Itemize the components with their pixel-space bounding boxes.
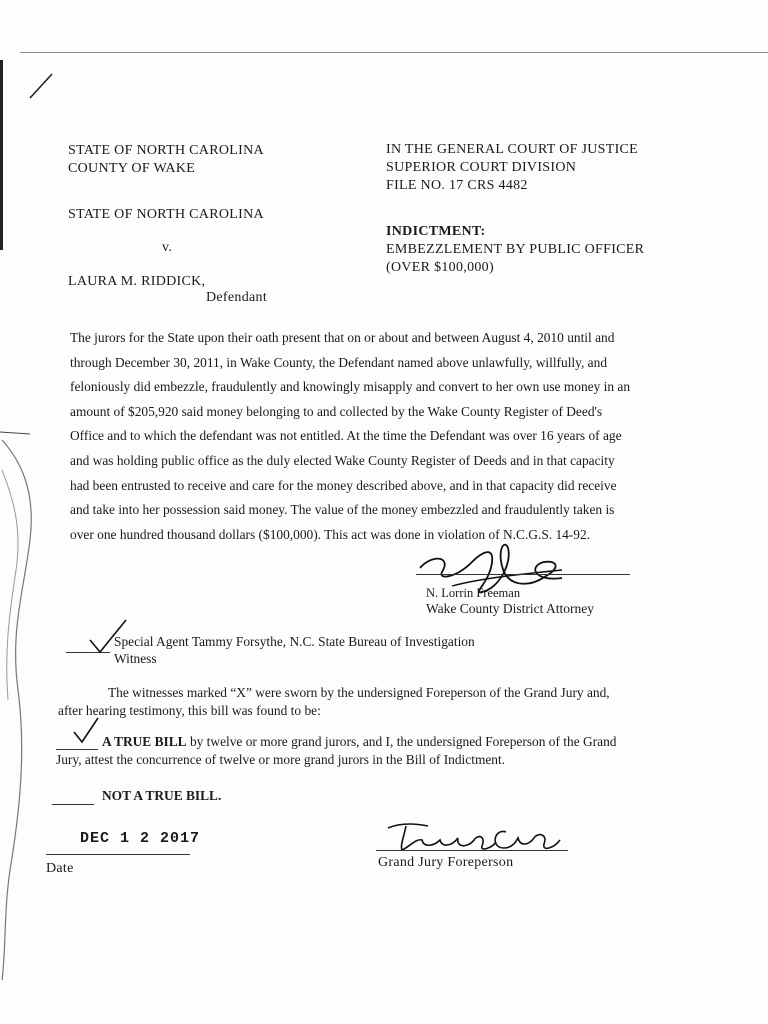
foreperson-signature-line: [376, 850, 568, 851]
true-bill-label: A TRUE BILL: [102, 734, 187, 749]
header-county: COUNTY OF WAKE: [68, 161, 196, 176]
caption-defendant-label: Defendant: [206, 290, 268, 305]
body-line: amount of $205,920 said money belonging to and collected by the Wake County Register of Deed's: [70, 403, 603, 419]
scan-edge-artifact: [0, 430, 40, 990]
caption-versus: v.: [162, 240, 173, 255]
body-line: over one hundred thousand dollars ($100,000). This act was done in violation of N.C.G.S. 14-92.: [70, 526, 591, 542]
header-file-no: FILE NO. 17 CRS 4482: [386, 178, 528, 193]
witness-name: Special Agent Tammy Forsythe, N.C. State Bureau of Investigation: [114, 634, 475, 649]
header-right: [386, 141, 638, 195]
finding-intro-line2: after hearing testimony, this bill was found to be:: [58, 703, 321, 718]
header-left: [68, 142, 264, 178]
not-true-bill-label: NOT A TRUE BILL.: [102, 788, 222, 803]
body-line: had been entrusted to receive and care for the money described above, and in that capacity did receive: [70, 477, 617, 493]
header-division: SUPERIOR COURT DIVISION: [386, 160, 577, 175]
indictment-charge: EMBEZZLEMENT BY PUBLIC OFFICER: [386, 242, 645, 257]
body-line: feloniously did embezzle, fraudulently and knowingly misapply and convert to her own use money in an: [70, 379, 631, 395]
true-bill-text: by twelve or more grand jurors, and I, the undersigned Foreperson of the Grand: [186, 734, 617, 749]
indictment-block: [386, 223, 644, 277]
witness-block: [114, 633, 475, 667]
date-stamp: DEC 1 2 2017: [80, 830, 201, 847]
true-bill-blank: [56, 749, 98, 750]
foreperson-label: Grand Jury Foreperson: [378, 855, 514, 870]
body-line: The jurors for the State upon their oath present that on or about and between August 4, 2010 until and: [70, 330, 615, 345]
header-state: STATE OF NORTH CAROLINA: [68, 143, 264, 158]
indictment-amount: (OVER $100,000): [386, 260, 494, 275]
body-line: and take into her possession said money. The value of the money embezzled and fraudulently taken is: [70, 502, 615, 518]
page-left-edge: [0, 60, 3, 250]
indictment-body: [70, 326, 630, 547]
finding-intro-line1: The witnesses marked “X” were sworn by the undersigned Foreperson of the Grand Jury and,: [108, 685, 610, 700]
da-name: N. Lorrin Freeman: [426, 586, 521, 600]
page-top-edge: [20, 52, 768, 53]
true-bill-line1: [102, 733, 616, 751]
date-label: Date: [46, 861, 74, 876]
not-true-bill-blank: [52, 804, 94, 805]
body-line: and was holding public office as the duly elected Wake County Register of Deeds and in that capacity: [70, 452, 615, 468]
da-signature-line: [416, 574, 630, 575]
da-title: Wake County District Attorney: [426, 601, 595, 616]
witness-label: Witness: [114, 651, 157, 666]
true-bill-checkmark: [72, 716, 102, 746]
caption-defendant-name: LAURA M. RIDDICK,: [68, 274, 206, 289]
corner-mark: [26, 72, 56, 102]
da-block: [426, 585, 594, 617]
header-court: IN THE GENERAL COURT OF JUSTICE: [386, 142, 639, 157]
date-line: [46, 854, 190, 855]
foreperson-signature: [378, 818, 578, 858]
body-line: through December 30, 2011, in Wake County, the Defendant named above unlawfully, willfully, and: [70, 354, 608, 370]
true-bill-line2: Jury, attest the concurrence of twelve or more grand jurors in the Bill of Indictment.: [56, 752, 506, 767]
caption-plaintiff: STATE OF NORTH CAROLINA: [68, 207, 264, 222]
body-line: Office and to which the defendant was not entitled. At the time the Defendant was over 16 years of age: [70, 428, 622, 444]
indictment-title: INDICTMENT:: [386, 224, 486, 239]
